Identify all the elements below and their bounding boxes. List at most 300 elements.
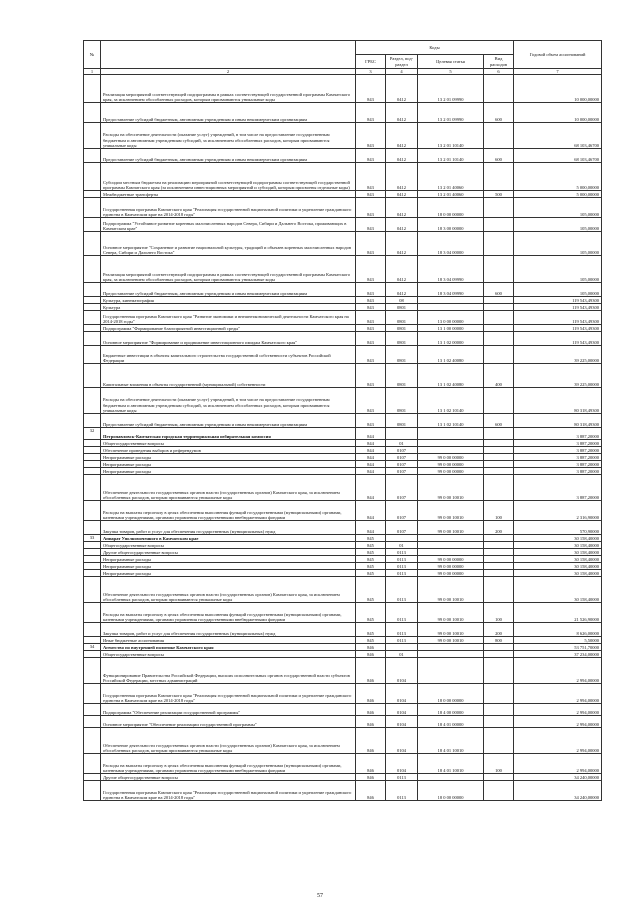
sum-cell: 119 543,49300 — [514, 325, 602, 332]
table-row — [84, 728, 602, 754]
budget-table — [83, 40, 602, 801]
csr-cell: 18 0 00 00000 — [418, 684, 484, 704]
budget-table-sheet — [83, 40, 601, 801]
table-row — [84, 149, 602, 163]
row-name-cell: Государственная программа Камчатского края "Реализация государственной национальной политики и укрепление гражданского единства в Камчатском крае на 2014-2018 годы" — [101, 781, 356, 801]
table-row — [84, 232, 602, 256]
table-row — [84, 311, 602, 325]
grbs-cell: 843 — [356, 304, 386, 311]
row-number-cell — [84, 577, 101, 603]
vr-cell — [484, 447, 514, 454]
grbs-cell: 846 — [356, 754, 386, 774]
sum-cell: 105,00000 — [514, 256, 602, 283]
csr-cell — [418, 440, 484, 447]
row-number-cell — [84, 651, 101, 658]
table-row — [84, 623, 602, 637]
table-row — [84, 325, 602, 332]
table-row — [84, 447, 602, 454]
csr-cell: 18 4 00 00000 — [418, 704, 484, 716]
row-name-cell: Расходы на выплаты персоналу в целях обеспечения выполнения функций государственными (муниципальными) органами, казенными учреждениями, органами управления государственными внебюджетными фондами — [101, 754, 356, 774]
razdel-cell: 0801 — [386, 414, 418, 428]
row-number-cell — [84, 623, 101, 637]
csr-cell: 18 3 04 09990 — [418, 256, 484, 283]
razdel-cell: 0412 — [386, 123, 418, 149]
row-number-cell — [84, 454, 101, 461]
grbs-cell: 845 — [356, 623, 386, 637]
sum-cell: 2 316,90000 — [514, 501, 602, 521]
row-number-cell — [84, 468, 101, 475]
header-row-top — [84, 41, 602, 55]
table-row — [84, 297, 602, 304]
sum-cell: 34 240,00000 — [514, 781, 602, 801]
razdel-cell: 0113 — [386, 549, 418, 556]
row-name-cell: Иные бюджетные ассигнования — [101, 637, 356, 644]
vr-cell — [484, 428, 514, 440]
csr-cell: 99 0 00 00000 — [418, 468, 484, 475]
table-row — [84, 283, 602, 297]
sum-cell: 3 887,20000 — [514, 468, 602, 475]
csr-cell — [418, 549, 484, 556]
row-name-cell: Государственная программа Камчатского края "Развитие экономики и внешнеэкономической деятельности Камчатского края на 2014-2018 годы" — [101, 311, 356, 325]
vr-cell — [484, 716, 514, 728]
row-number-cell — [84, 704, 101, 716]
grbs-cell: 843 — [356, 103, 386, 123]
grbs-cell: 845 — [356, 577, 386, 603]
row-name-cell: Культура, кинематография — [101, 297, 356, 304]
sum-cell: 105,00000 — [514, 218, 602, 232]
csr-cell: 13 1 02 10140 — [418, 388, 484, 414]
sum-cell: 2 994,00000 — [514, 704, 602, 716]
table-row — [84, 535, 602, 542]
col-index: 7 — [514, 69, 602, 75]
razdel-cell: 0107 — [386, 501, 418, 521]
csr-cell — [418, 658, 484, 684]
row-name-cell: Расходы на обеспечение деятельности (оказание услуг) учреждений, в том числе на предоставление государственным бюджетным и автономным учреждениям субсидий, за исключением обособленных расходов, которым присваиваются уникальные коды — [101, 123, 356, 149]
grbs-cell: 846 — [356, 774, 386, 781]
table-row — [84, 346, 602, 364]
grbs-cell: 843 — [356, 232, 386, 256]
row-number-cell — [84, 754, 101, 774]
grbs-cell: 844 — [356, 461, 386, 468]
row-name-cell: Расходы на выплаты персоналу в целях обеспечения выполнения функций государственными (муниципальными) органами, казенными учреждениями, органами управления государственными внебюджетными фондами — [101, 501, 356, 521]
sum-cell: 5,50000 — [514, 637, 602, 644]
vr-cell — [484, 570, 514, 577]
razdel-cell: 01 — [386, 440, 418, 447]
sum-cell: 2 994,00000 — [514, 684, 602, 704]
razdel-cell: 0412 — [386, 283, 418, 297]
row-name-cell: Основное мероприятие "Формирование и продвижение инвестиционного имиджа Камчатского края" — [101, 332, 356, 346]
sum-cell: 30 158,40000 — [514, 549, 602, 556]
vr-cell — [484, 388, 514, 414]
table-row — [84, 521, 602, 535]
razdel-cell: 0412 — [386, 232, 418, 256]
sum-cell: 30 158,40000 — [514, 556, 602, 563]
row-number-cell — [84, 637, 101, 644]
table-row — [84, 637, 602, 644]
csr-cell: 18 3 04 00000 — [418, 232, 484, 256]
sum-cell: 119 543,49300 — [514, 297, 602, 304]
col-index: 4 — [386, 69, 418, 75]
sum-cell: 105,00000 — [514, 232, 602, 256]
vr-cell — [484, 218, 514, 232]
sum-cell: 2 994,00000 — [514, 658, 602, 684]
row-number-cell — [84, 297, 101, 304]
csr-cell — [418, 644, 484, 651]
csr-cell — [418, 304, 484, 311]
csr-cell: 18 4 01 00000 — [418, 716, 484, 728]
grbs-cell: 843 — [356, 75, 386, 103]
grbs-cell: 845 — [356, 603, 386, 623]
row-number-cell — [84, 556, 101, 563]
vr-cell: 600 — [484, 149, 514, 163]
vr-cell — [484, 704, 514, 716]
row-name-cell: Подпрограмма "Формирование благоприятной инвестиционной среды" — [101, 325, 356, 332]
row-name-cell: Функционирование Правительства Российской Федерации, высших исполнительных органов государственной власти субъектов Российской Федерации, местных администраций — [101, 658, 356, 684]
table-row — [84, 198, 602, 218]
razdel-cell: 0801 — [386, 311, 418, 325]
razdel-cell: 0107 — [386, 447, 418, 454]
table-row — [84, 388, 602, 414]
row-name-cell: Расходы на выплаты персоналу в целях обеспечения выполнения функций государственными (муниципальными) органами, казенными учреждениями, органами управления государственными внебюджетными фондами — [101, 603, 356, 623]
sum-cell: 68 103,46700 — [514, 123, 602, 149]
grbs-cell: 844 — [356, 440, 386, 447]
csr-cell: 13 1 00 00000 — [418, 325, 484, 332]
razdel-cell: 0801 — [386, 325, 418, 332]
vr-cell — [484, 684, 514, 704]
razdel-cell: 0104 — [386, 728, 418, 754]
vr-cell: 100 — [484, 501, 514, 521]
grbs-cell: 844 — [356, 454, 386, 461]
vr-cell — [484, 297, 514, 304]
csr-cell — [418, 774, 484, 781]
table-row — [84, 475, 602, 501]
table-row — [84, 468, 602, 475]
razdel-cell — [386, 644, 418, 651]
row-name-cell: Непрограммные расходы — [101, 468, 356, 475]
table-body — [84, 75, 602, 801]
row-number-cell — [84, 658, 101, 684]
sum-cell: 80 318,49300 — [514, 414, 602, 428]
csr-cell — [418, 535, 484, 542]
row-name-cell: Государственная программа Камчатского края "Реализация государственной национальной политики и укрепление гражданского единства в Камчатском крае на 2014-2018 годы" — [101, 198, 356, 218]
csr-cell: 99 0 00 10010 — [418, 577, 484, 603]
vr-cell — [484, 468, 514, 475]
codes-header: Коды — [356, 41, 514, 55]
sum-cell: 2 994,00000 — [514, 754, 602, 774]
csr-cell — [418, 428, 484, 440]
vr-cell — [484, 75, 514, 103]
col-num-header: № — [84, 41, 101, 69]
vr-cell — [484, 556, 514, 563]
razdel-cell: 0801 — [386, 332, 418, 346]
csr-cell: 99 0 00 10010 — [418, 501, 484, 521]
table-row — [84, 644, 602, 651]
csr-cell — [418, 651, 484, 658]
row-name-cell: Межбюджетные трансферты — [101, 191, 356, 198]
sum-cell: 3 887,20000 — [514, 440, 602, 447]
csr-cell: 13 2 01 40060 — [418, 191, 484, 198]
sum-cell: 39 225,00000 — [514, 364, 602, 388]
vr-cell: 600 — [484, 283, 514, 297]
col-razdel-header: Раздел, под-раздел — [386, 55, 418, 69]
razdel-cell: 0107 — [386, 461, 418, 468]
row-number-cell — [84, 311, 101, 325]
sum-cell: 68 103,46700 — [514, 149, 602, 163]
grbs-cell: 843 — [356, 388, 386, 414]
sum-cell: 5 000,00000 — [514, 191, 602, 198]
razdel-cell: 0104 — [386, 754, 418, 774]
row-number-cell — [84, 521, 101, 535]
row-number-cell — [84, 603, 101, 623]
table-row — [84, 454, 602, 461]
razdel-cell: 0412 — [386, 103, 418, 123]
table-row — [84, 716, 602, 728]
csr-cell: 18 0 00 00000 — [418, 198, 484, 218]
grbs-cell: 845 — [356, 549, 386, 556]
sum-cell: 39 225,00000 — [514, 346, 602, 364]
row-name-cell: Непрограммные расходы — [101, 570, 356, 577]
col-vr-header: Вид расходов — [484, 55, 514, 69]
row-number-cell — [84, 283, 101, 297]
csr-cell: 13 2 01 09990 — [418, 103, 484, 123]
row-name-cell: Предоставление субсидий бюджетным, автономным учреждениям и иным некоммерческим организациям — [101, 414, 356, 428]
sum-cell: 8 626,00000 — [514, 623, 602, 637]
table-row — [84, 218, 602, 232]
row-number-cell — [84, 549, 101, 556]
vr-cell — [484, 658, 514, 684]
row-name-cell: Непрограммные расходы — [101, 556, 356, 563]
table-row — [84, 123, 602, 149]
sum-cell: 105,00000 — [514, 283, 602, 297]
razdel-cell: 01 — [386, 542, 418, 549]
row-number-cell — [84, 716, 101, 728]
grbs-cell: 846 — [356, 728, 386, 754]
sum-cell: 119 543,49300 — [514, 311, 602, 325]
razdel-cell: 0107 — [386, 521, 418, 535]
table-row — [84, 332, 602, 346]
row-name-cell: Обеспечение проведения выборов и референдумов — [101, 447, 356, 454]
grbs-cell: 843 — [356, 256, 386, 283]
col-index: 3 — [356, 69, 386, 75]
row-number-cell — [84, 781, 101, 801]
table-row — [84, 549, 602, 556]
grbs-cell: 844 — [356, 475, 386, 501]
csr-cell: 99 0 00 00000 — [418, 563, 484, 570]
sum-cell: 3 887,20000 — [514, 447, 602, 454]
grbs-cell: 845 — [356, 556, 386, 563]
row-number-cell — [84, 346, 101, 364]
row-name-cell: Закупка товаров, работ и услуг для обеспечения государственных (муниципальных) нужд — [101, 521, 356, 535]
table-row — [84, 191, 602, 198]
table-row — [84, 684, 602, 704]
sum-cell: 30 158,40000 — [514, 535, 602, 542]
row-number-cell — [84, 256, 101, 283]
csr-cell: 99 0 00 10010 — [418, 475, 484, 501]
row-number-cell — [84, 563, 101, 570]
row-name-cell: Расходы на обеспечение деятельности (оказание услуг) учреждений, в том числе на предоставление государственным бюджетным и автономным учреждениям субсидий, за исключением обособленных расходов, которым присваиваются уникальные коды — [101, 388, 356, 414]
sum-cell: 34 240,00000 — [514, 774, 602, 781]
razdel-cell: 0801 — [386, 304, 418, 311]
vr-cell — [484, 332, 514, 346]
grbs-cell: 843 — [356, 198, 386, 218]
csr-cell: 13 1 02 40080 — [418, 364, 484, 388]
row-number-cell — [84, 364, 101, 388]
row-name-cell: Государственная программа Камчатского края "Реализация государственной национальной политики и укрепление гражданского единства в Камчатском крае на 2014-2018 годы" — [101, 684, 356, 704]
row-number-cell — [84, 447, 101, 454]
razdel-cell: 08 — [386, 297, 418, 304]
vr-cell — [484, 475, 514, 501]
vr-cell — [484, 123, 514, 149]
razdel-cell: 0113 — [386, 603, 418, 623]
grbs-cell: 843 — [356, 311, 386, 325]
table-row — [84, 603, 602, 623]
row-name-cell: Подпрограмма "Устойчивое развитие коренных малочисленных народов Севера, Сибири и Дальнего Востока, проживающих в Камчатском крае" — [101, 218, 356, 232]
razdel-cell: 0412 — [386, 191, 418, 198]
razdel-cell: 0801 — [386, 346, 418, 364]
vr-cell: 500 — [484, 191, 514, 198]
csr-cell: 18 3 00 00000 — [418, 218, 484, 232]
razdel-cell: 0113 — [386, 781, 418, 801]
vr-cell — [484, 577, 514, 603]
table-row — [84, 774, 602, 781]
vr-cell: 100 — [484, 754, 514, 774]
razdel-cell — [386, 535, 418, 542]
row-name-cell: Другие общегосударственные вопросы — [101, 549, 356, 556]
grbs-cell: 846 — [356, 658, 386, 684]
row-number-cell — [84, 684, 101, 704]
row-number-cell — [84, 232, 101, 256]
grbs-cell: 846 — [356, 651, 386, 658]
table-row — [84, 658, 602, 684]
vr-cell: 200 — [484, 623, 514, 637]
row-name-cell: Непрограммные расходы — [101, 454, 356, 461]
grbs-cell: 844 — [356, 428, 386, 440]
row-name-cell: Бюджетные инвестиции в объекты капитального строительства государственной собственности субъектов Российской Федерации — [101, 346, 356, 364]
sum-cell: 30 158,40000 — [514, 577, 602, 603]
razdel-cell: 0113 — [386, 623, 418, 637]
row-name-cell: Реализация мероприятий соответствующей подпрограммы в рамках соответствующей государственной программы Камчатского края, за исключением обособленных расходов, которым присваиваются уникальные коды — [101, 256, 356, 283]
table-row — [84, 781, 602, 801]
table-row — [84, 704, 602, 716]
grbs-cell: 843 — [356, 218, 386, 232]
grbs-cell: 843 — [356, 123, 386, 149]
csr-cell: 13 1 02 00000 — [418, 332, 484, 346]
sum-cell: 3 887,20000 — [514, 461, 602, 468]
vr-cell — [484, 346, 514, 364]
grbs-cell: 843 — [356, 163, 386, 191]
grbs-cell: 846 — [356, 704, 386, 716]
razdel-cell: 0412 — [386, 218, 418, 232]
table-row — [84, 570, 602, 577]
razdel-cell: 0113 — [386, 637, 418, 644]
row-number-cell — [84, 325, 101, 332]
table-row — [84, 414, 602, 428]
col-index: 6 — [484, 69, 514, 75]
row-name-cell: Другие общегосударственные вопросы — [101, 774, 356, 781]
grbs-cell: 844 — [356, 501, 386, 521]
vr-cell: 800 — [484, 637, 514, 644]
row-number-cell — [84, 191, 101, 198]
grbs-cell: 843 — [356, 332, 386, 346]
vr-cell — [484, 325, 514, 332]
razdel-cell: 0113 — [386, 556, 418, 563]
razdel-cell: 0801 — [386, 364, 418, 388]
col-index: 1 — [84, 69, 101, 75]
sum-cell: 2 994,00000 — [514, 716, 602, 728]
grbs-cell: 846 — [356, 716, 386, 728]
csr-cell — [418, 297, 484, 304]
grbs-cell: 846 — [356, 644, 386, 651]
sum-cell: 21 526,90000 — [514, 603, 602, 623]
grbs-cell: 843 — [356, 297, 386, 304]
razdel-cell: 0113 — [386, 577, 418, 603]
grbs-cell: 843 — [356, 283, 386, 297]
sum-cell: 30 158,40000 — [514, 542, 602, 549]
row-name-cell: Непрограммные расходы — [101, 461, 356, 468]
razdel-cell: 0412 — [386, 149, 418, 163]
grbs-cell: 844 — [356, 447, 386, 454]
sum-cell: 10 000,00000 — [514, 75, 602, 103]
row-name-cell: Основное мероприятие "Обеспечение реализации государственной программы" — [101, 716, 356, 728]
razdel-cell: 0107 — [386, 475, 418, 501]
razdel-cell: 0107 — [386, 468, 418, 475]
razdel-cell: 0104 — [386, 658, 418, 684]
vr-cell: 200 — [484, 521, 514, 535]
razdel-cell: 0104 — [386, 684, 418, 704]
razdel-cell: 01 — [386, 651, 418, 658]
table-row — [84, 304, 602, 311]
grbs-cell: 845 — [356, 637, 386, 644]
row-number-cell — [84, 728, 101, 754]
row-number-cell — [84, 218, 101, 232]
razdel-cell: 0113 — [386, 570, 418, 577]
sum-cell: 80 318,49300 — [514, 388, 602, 414]
sum-cell: 30 158,40000 — [514, 563, 602, 570]
csr-cell: 99 0 00 10010 — [418, 521, 484, 535]
row-number-cell — [84, 163, 101, 191]
row-name-cell: Подпрограмма "Обеспечение реализации государственной программы" — [101, 704, 356, 716]
col-index: 2 — [101, 69, 356, 75]
row-number-cell: 33 — [84, 535, 101, 542]
row-number-cell — [84, 440, 101, 447]
grbs-cell: 845 — [356, 542, 386, 549]
table-row — [84, 542, 602, 549]
row-name-cell: Реализация мероприятий соответствующей подпрограммы в рамках соответствующей государственной программы Камчатского края, за исключением обособленных расходов, которым присваиваются уникальные коды — [101, 75, 356, 103]
row-number-cell — [84, 414, 101, 428]
table-row — [84, 163, 602, 191]
vr-cell — [484, 542, 514, 549]
vr-cell — [484, 198, 514, 218]
row-name-cell: Культура — [101, 304, 356, 311]
row-number-cell — [84, 570, 101, 577]
sum-cell: 3 887,20000 — [514, 428, 602, 440]
grbs-cell: 844 — [356, 468, 386, 475]
sum-cell: 119 543,49300 — [514, 304, 602, 311]
vr-cell — [484, 563, 514, 570]
razdel-cell: 0412 — [386, 256, 418, 283]
row-number-cell — [84, 103, 101, 123]
row-name-cell: Обеспечение деятельности государственных органов власти (государственных органов) Камчатского края, за исключением обособленных расходов, которым присваиваются уникальные коды — [101, 577, 356, 603]
vr-cell — [484, 774, 514, 781]
row-number-cell — [84, 475, 101, 501]
grbs-cell: 845 — [356, 570, 386, 577]
sum-cell: 119 543,49300 — [514, 332, 602, 346]
razdel-cell: 0104 — [386, 716, 418, 728]
razdel-cell: 0113 — [386, 774, 418, 781]
table-row — [84, 256, 602, 283]
vr-cell — [484, 232, 514, 256]
row-name-cell: Общегосударственные вопросы — [101, 440, 356, 447]
